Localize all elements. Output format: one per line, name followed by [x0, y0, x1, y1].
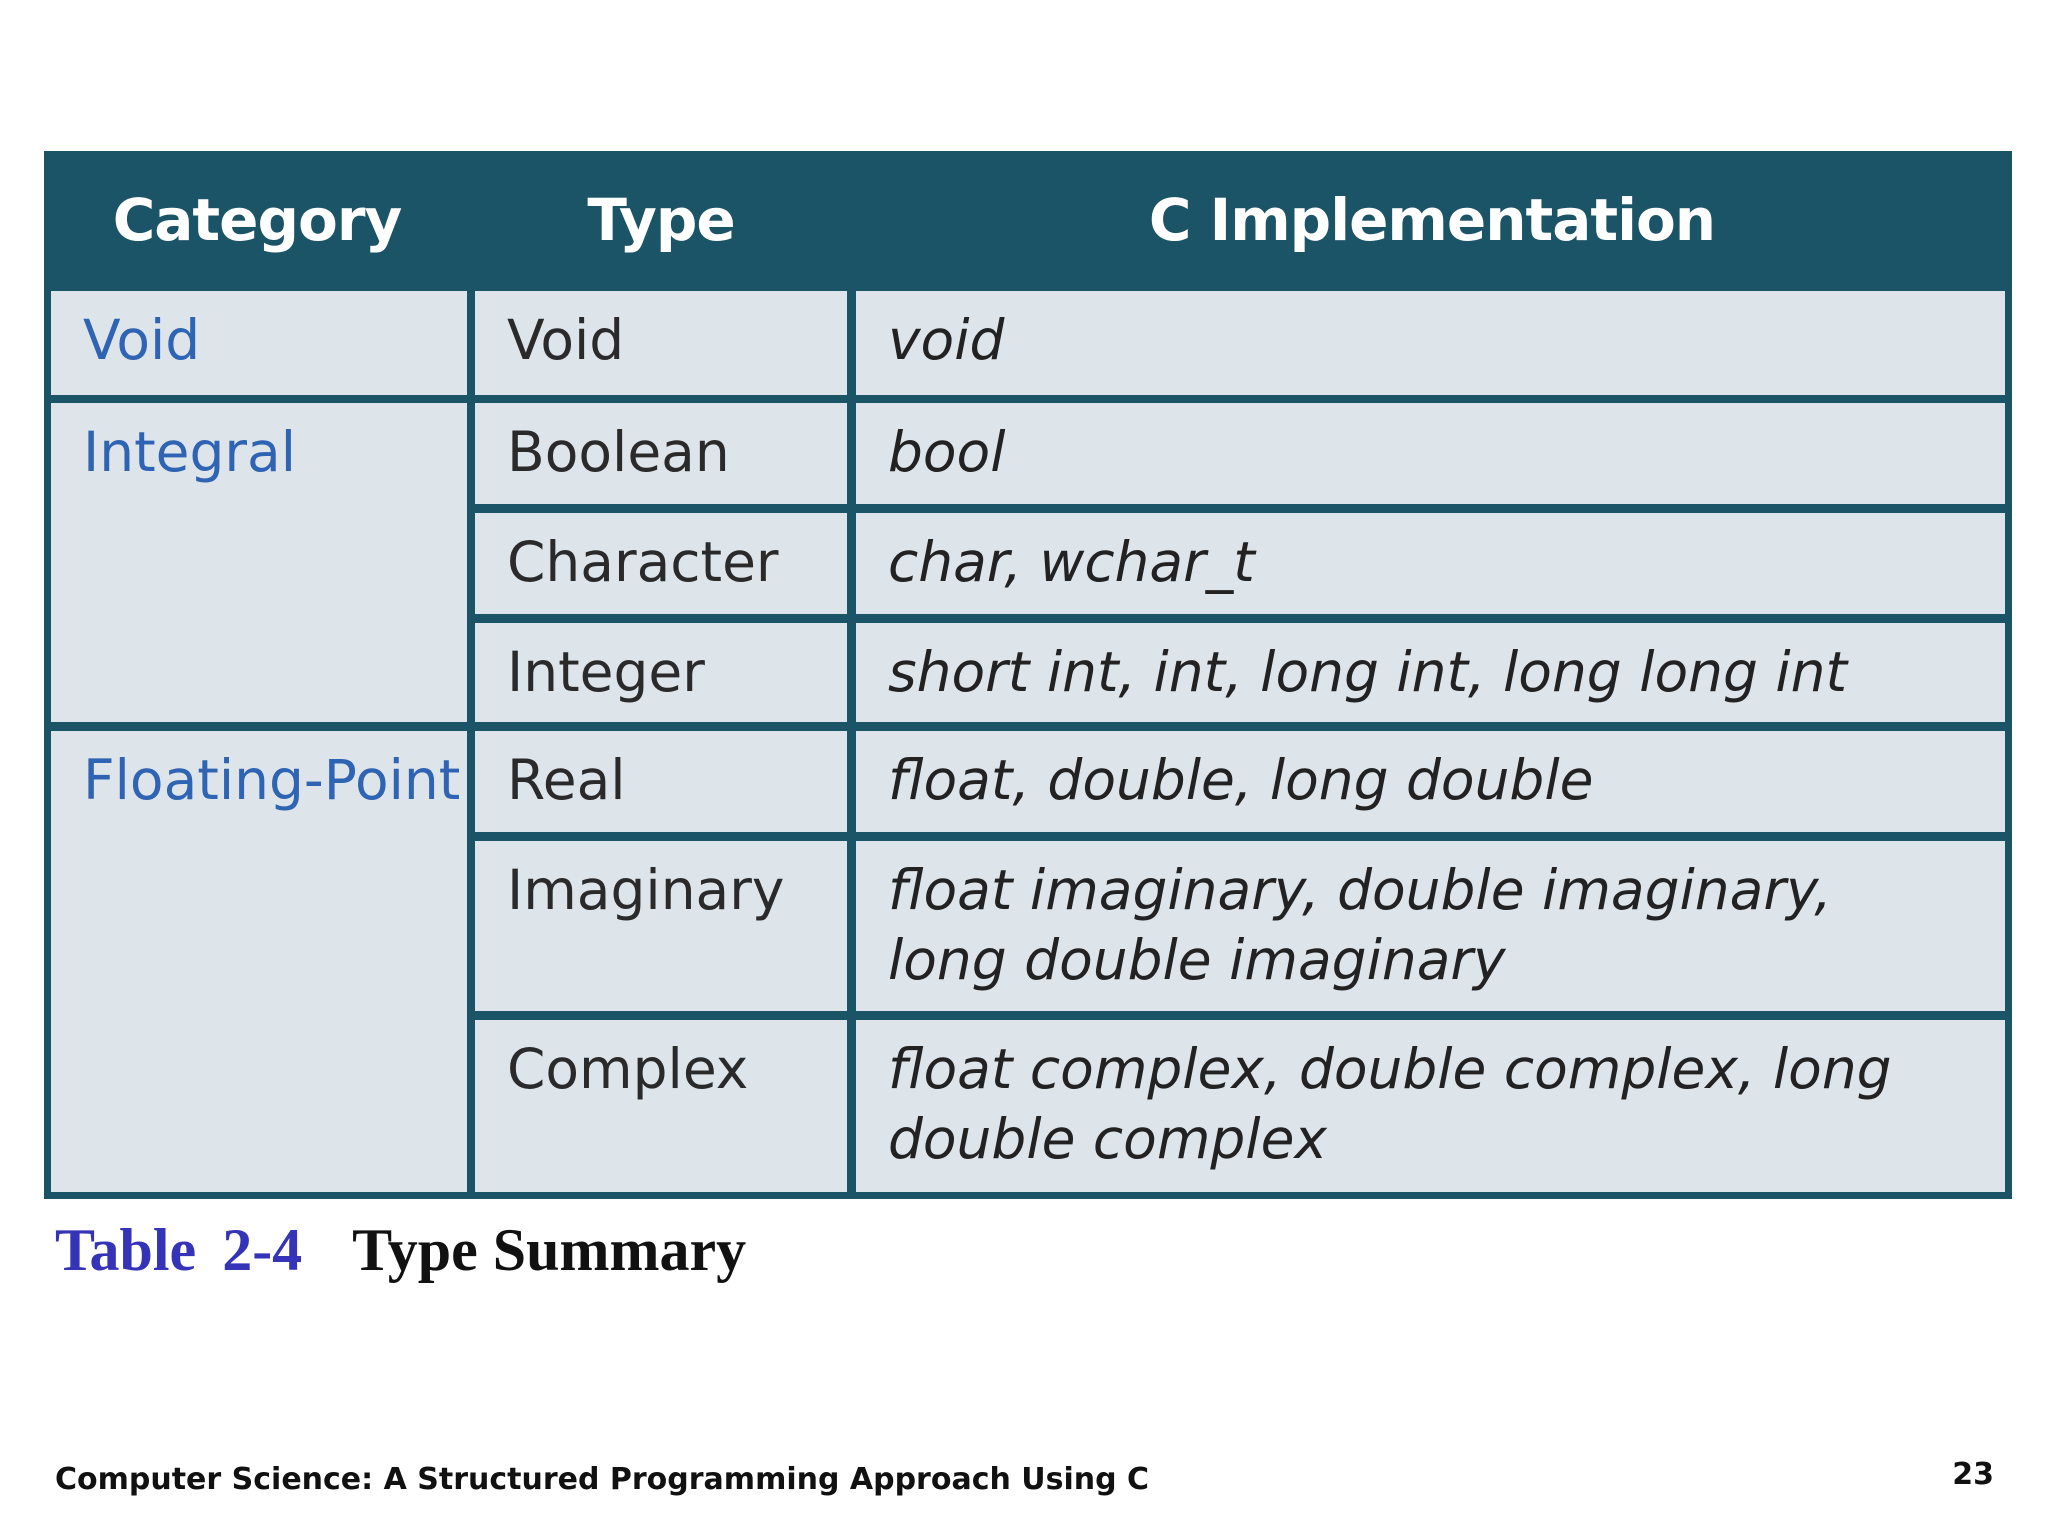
header-c-implementation: C Implementation [1148, 186, 1716, 254]
category-cell-floating-point [51, 731, 467, 1192]
impl-cell [856, 1020, 2005, 1192]
footer-book-title: Computer Science: A Structured Programming Approach Using C [55, 1462, 1150, 1497]
type-label: Void [507, 308, 625, 372]
caption-title: Type Summary [352, 1217, 747, 1283]
footer-page-number: 23 [1952, 1457, 1994, 1492]
type-label: Boolean [507, 420, 730, 484]
impl-text: float complex, double complex, long double complex [888, 1037, 1892, 1171]
category-cell-integral [51, 403, 467, 722]
type-cell [475, 403, 847, 504]
category-cell-void [51, 291, 467, 395]
impl-cell [856, 291, 2005, 395]
impl-text: void [888, 308, 1005, 372]
impl-text: char, wchar_t [888, 530, 1255, 594]
header-category: Category [112, 186, 402, 254]
type-cell [475, 1020, 847, 1192]
type-cell [475, 513, 847, 614]
type-label: Complex [507, 1037, 749, 1101]
type-label: Integer [507, 640, 705, 704]
impl-cell [856, 403, 2005, 504]
impl-cell [856, 623, 2005, 722]
table-header-row [44, 151, 2012, 289]
type-cell [475, 623, 847, 722]
category-label: Integral [83, 420, 296, 484]
caption-number: 2-4 [222, 1217, 303, 1283]
type-summary-table [44, 151, 2012, 1199]
type-cell [475, 291, 847, 395]
type-cell [475, 841, 847, 1011]
type-label: Imaginary [507, 858, 785, 922]
impl-text: short int, int, long int, long long int [888, 640, 1848, 704]
impl-cell [856, 731, 2005, 832]
table-caption [55, 1215, 746, 1285]
header-type: Type [587, 186, 735, 254]
impl-text: float imaginary, double imaginary, long double imaginary [888, 858, 1832, 992]
type-cell [475, 731, 847, 832]
category-label: Void [83, 308, 201, 372]
category-label: Floating-Point [83, 748, 461, 812]
impl-cell [856, 513, 2005, 614]
impl-text: float, double, long double [888, 748, 1594, 812]
caption-label: Table [55, 1217, 197, 1283]
type-label: Real [507, 748, 626, 812]
type-label: Character [507, 530, 779, 594]
impl-text: bool [888, 420, 1006, 484]
impl-cell [856, 841, 2005, 1011]
